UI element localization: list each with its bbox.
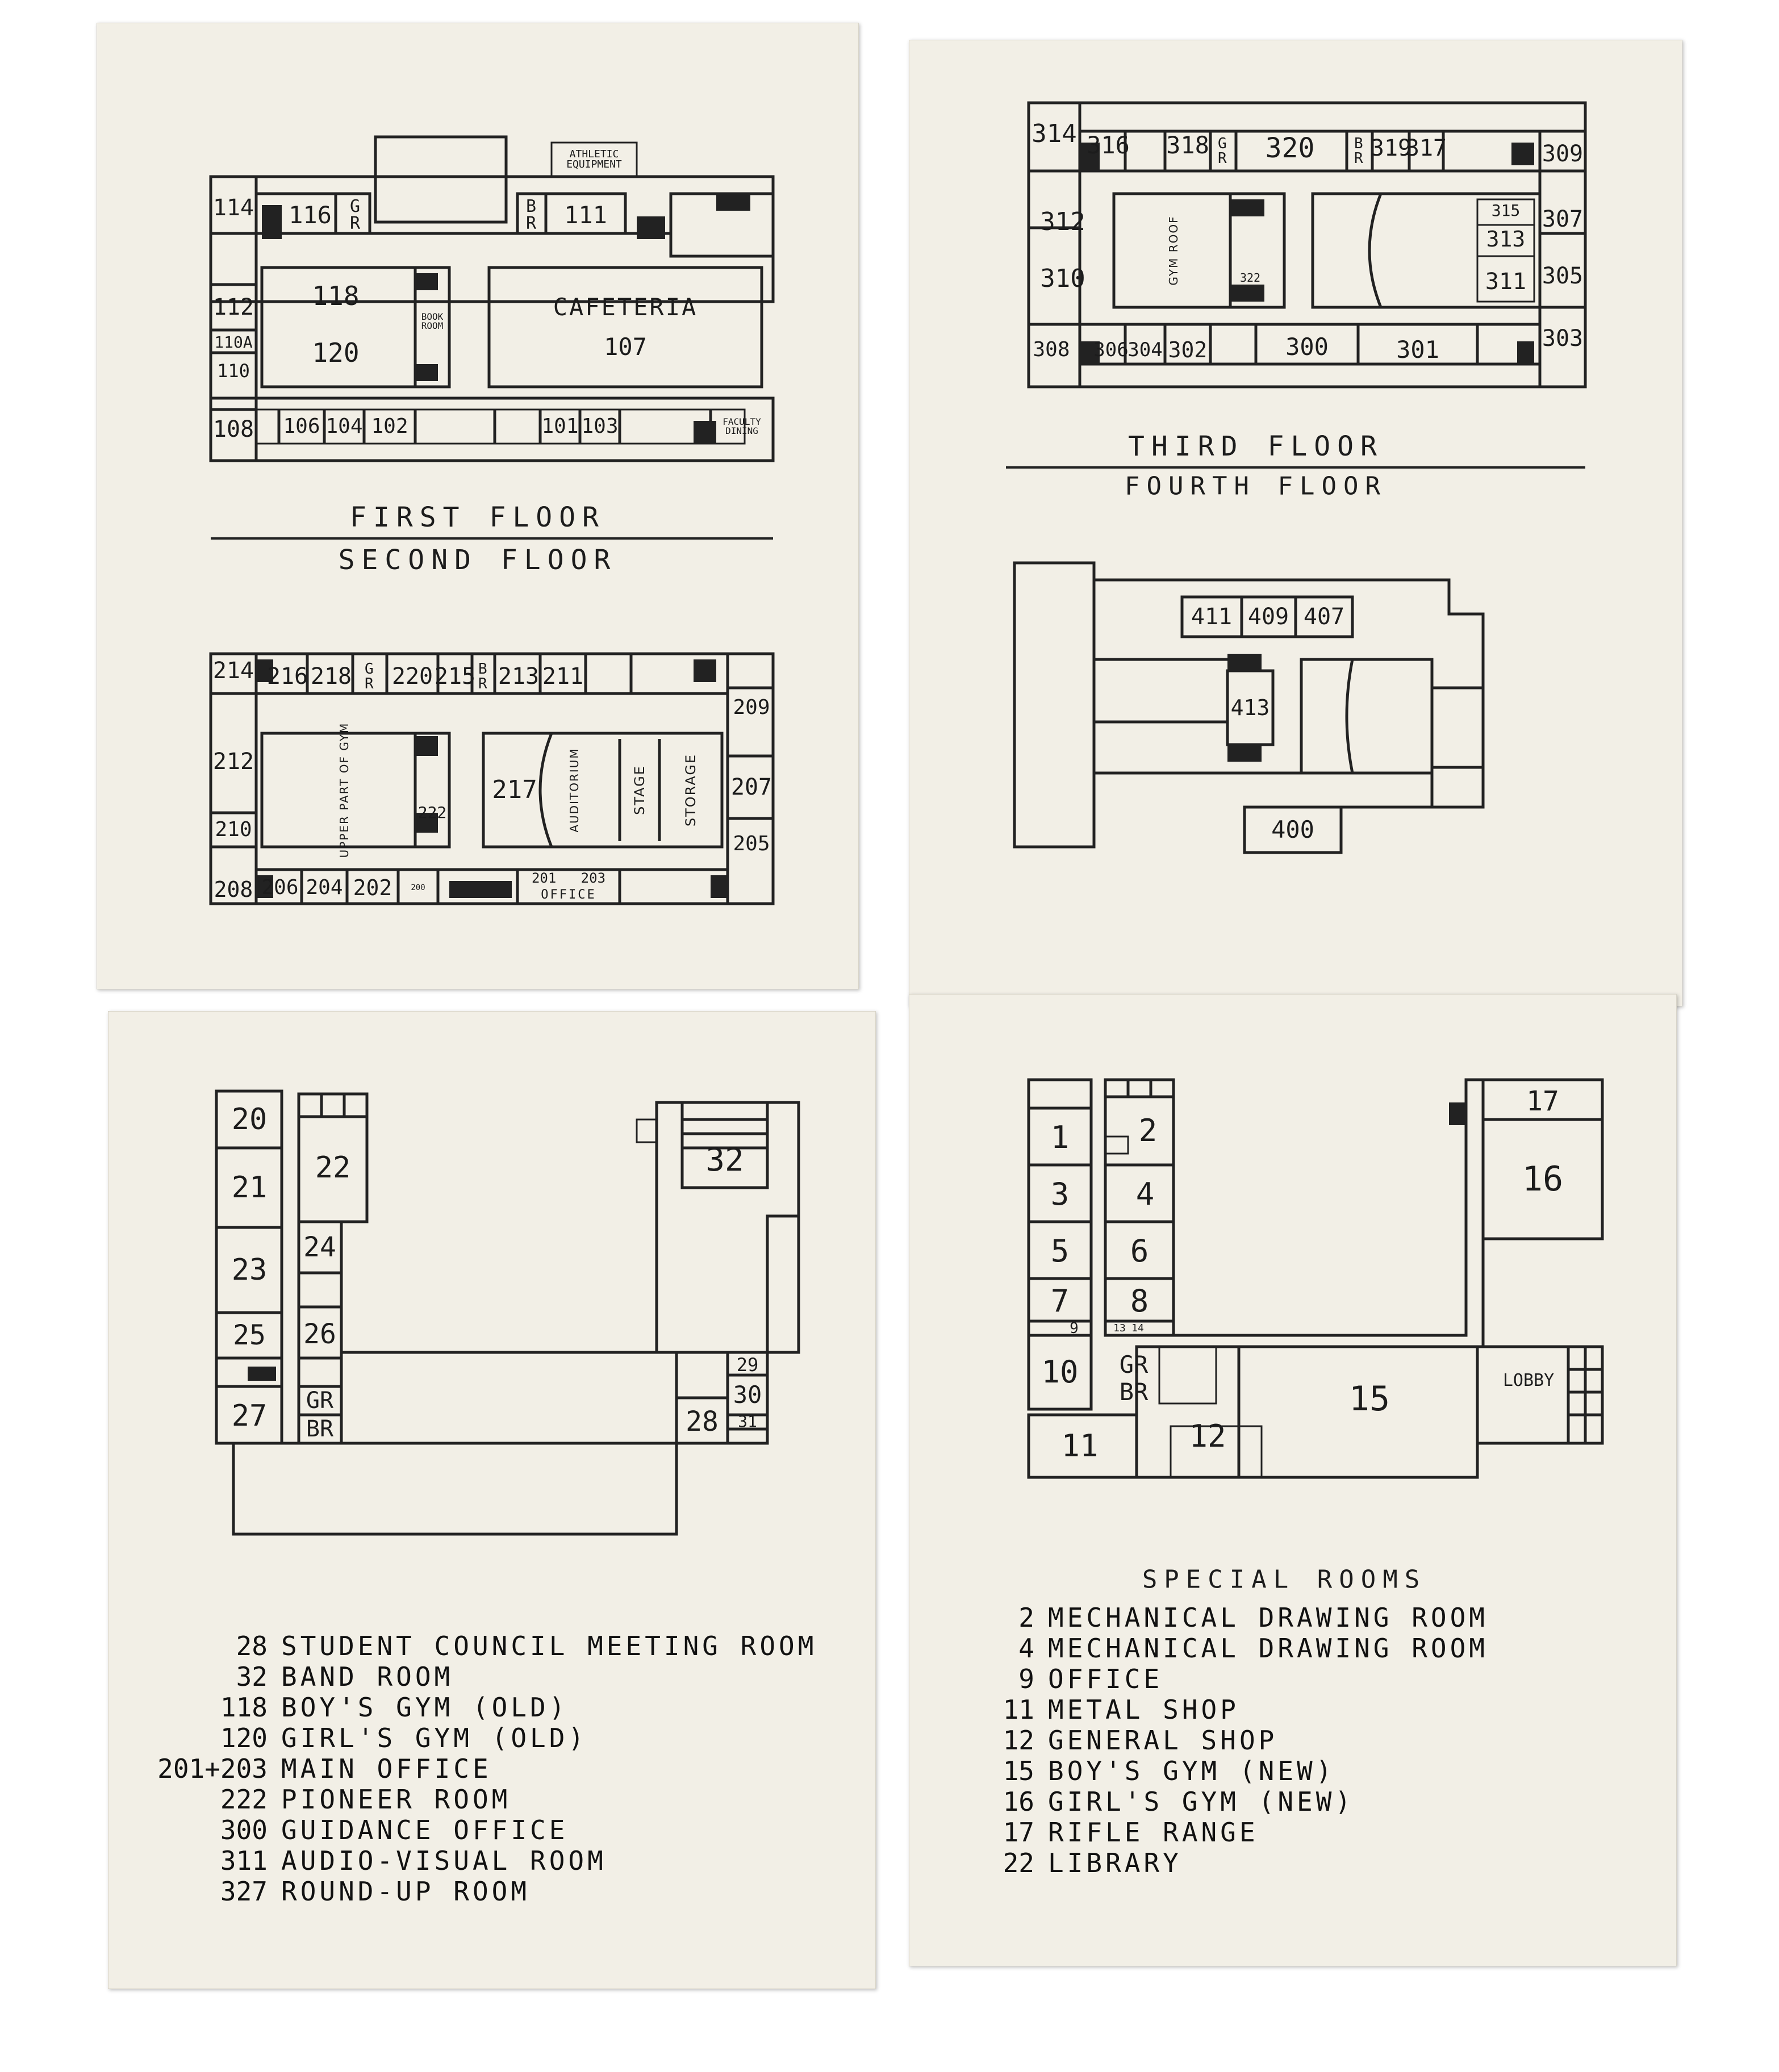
room-411-label: 411 <box>1191 604 1233 630</box>
room-307-label: 307 <box>1542 206 1584 232</box>
room-400-label: 400 <box>1271 816 1314 843</box>
book-room-label: BOOK ROOM <box>421 311 444 331</box>
room-112-label: 112 <box>212 294 254 320</box>
second-floor-title: SECOND FLOOR <box>338 544 617 576</box>
gr-label-4: GR <box>306 1388 334 1414</box>
room-218-label: 218 <box>310 663 352 690</box>
legend-row: 32 BAND ROOM <box>236 1661 454 1692</box>
gr-label-3: G R <box>1218 135 1227 167</box>
room-14-label: 14 <box>1131 1322 1144 1334</box>
legend-row: 15 BOY'S GYM (NEW) <box>1003 1756 1335 1786</box>
legend-row: 22 LIBRARY <box>1003 1848 1182 1878</box>
legend-row: 118 BOY'S GYM (OLD) <box>220 1692 569 1723</box>
room-316-label: 316 <box>1087 131 1130 159</box>
room-311-label: 311 <box>1485 269 1527 295</box>
room-6-label: 6 <box>1130 1233 1149 1269</box>
room-209-label: 209 <box>733 696 770 719</box>
room-32-label: 32 <box>705 1142 744 1179</box>
br-label: B R <box>526 197 537 233</box>
room-308-label: 308 <box>1033 338 1070 361</box>
cafeteria-label: CAFETERIA <box>553 293 698 321</box>
room-319-label: 319 <box>1370 135 1412 161</box>
room-210-label: 210 <box>215 818 252 841</box>
room-1-label: 1 <box>1050 1119 1070 1155</box>
room-20-label: 20 <box>231 1102 268 1137</box>
room-303-label: 303 <box>1542 325 1584 352</box>
room-300-label: 300 <box>1285 333 1329 361</box>
room-110-label: 110 <box>217 360 250 382</box>
room-17-label: 17 <box>1526 1085 1559 1117</box>
legend-row: 120 GIRL'S GYM (OLD) <box>220 1723 588 1753</box>
room-208-label: 208 <box>214 877 253 902</box>
room-16-label: 16 <box>1522 1159 1564 1199</box>
room-220-label: 220 <box>391 663 433 690</box>
page-special-rooms <box>909 994 1677 1966</box>
room-413-label: 413 <box>1230 695 1270 720</box>
room-214-label: 214 <box>212 658 254 684</box>
fourth-floor-plan <box>909 40 1682 1006</box>
room-26-label: 26 <box>303 1318 336 1350</box>
room-12-label: 12 <box>1189 1418 1226 1454</box>
room-23-label: 23 <box>231 1253 268 1287</box>
room-3-label: 3 <box>1050 1176 1070 1212</box>
room-106-label: 106 <box>283 415 320 438</box>
first-floor-title: FIRST FLOOR <box>350 502 605 533</box>
room-409-label: 409 <box>1247 604 1289 630</box>
legend-row: 327 ROUND-UP ROOM <box>220 1876 531 1907</box>
room-205-label: 205 <box>733 832 770 855</box>
room-407-label: 407 <box>1303 604 1345 630</box>
room-216-label: 216 <box>266 663 308 690</box>
room-313-label: 313 <box>1486 227 1526 252</box>
room-101-label: 101 <box>541 415 579 438</box>
special-rooms-legend <box>909 1602 1488 1878</box>
room-302-label: 302 <box>1168 337 1208 362</box>
br-label-4: BR <box>306 1416 334 1442</box>
third-floor-title: THIRD FLOOR <box>1128 431 1384 462</box>
legend-row: 4 MECHANICAL DRAWING ROOM <box>1018 1633 1488 1664</box>
gr-label-2: G R <box>365 661 374 692</box>
room-202-label: 202 <box>353 875 392 900</box>
gr-label-5: GR <box>1119 1351 1149 1378</box>
legend-row: 311 AUDIO-VISUAL ROOM <box>220 1845 607 1876</box>
lobby-label: LOBBY <box>1502 1371 1555 1390</box>
storage-label: STORAGE <box>683 753 699 827</box>
room-315-label: 315 <box>1491 201 1521 220</box>
room-7-label: 7 <box>1050 1283 1070 1319</box>
room-305-label: 305 <box>1542 263 1584 289</box>
room-200-label: 200 <box>411 883 425 892</box>
room-312-label: 312 <box>1040 207 1085 236</box>
legend-row: 2 MECHANICAL DRAWING ROOM <box>1018 1602 1488 1633</box>
room-25-label: 25 <box>233 1319 266 1351</box>
legend-row: 9 OFFICE <box>1018 1664 1163 1694</box>
room-310-label: 310 <box>1040 264 1085 293</box>
legend-row: 201+203 MAIN OFFICE <box>157 1753 492 1784</box>
legend-row: 12 GENERAL SHOP <box>1003 1725 1278 1756</box>
room-215-label: 215 <box>434 663 476 690</box>
auditorium-label: AUDITORIUM <box>567 747 581 833</box>
page-first-second-floor <box>97 23 859 989</box>
room-222-label: 222 <box>417 803 447 822</box>
room-207-label: 207 <box>730 774 772 800</box>
room-24-label: 24 <box>303 1231 336 1263</box>
room-31-label: 31 <box>738 1412 757 1431</box>
room-212-label: 212 <box>212 749 254 775</box>
room-320-label: 320 <box>1265 132 1315 164</box>
room-30-label: 30 <box>733 1381 762 1409</box>
office-label: OFFICE <box>541 888 596 902</box>
room-111-label: 111 <box>564 201 607 229</box>
room-107-label: 107 <box>604 333 647 361</box>
legend-row: 11 METAL SHOP <box>1003 1694 1239 1725</box>
faculty-dining-label: FACULTY DINING <box>723 416 761 436</box>
room-116-label: 116 <box>289 201 332 229</box>
page-lower-plan <box>108 1011 876 1989</box>
room-8-label: 8 <box>1130 1283 1149 1319</box>
legend-row: 300 GUIDANCE OFFICE <box>220 1815 569 1845</box>
legend-row: 16 GIRL'S GYM (NEW) <box>1003 1786 1355 1817</box>
room-22-label: 22 <box>315 1151 351 1185</box>
room-206-label: 206 <box>261 876 299 899</box>
room-104-label: 104 <box>325 415 363 438</box>
br-label-3: B R <box>1354 135 1363 167</box>
room-204-label: 204 <box>306 876 343 899</box>
athletic-equipment-label: ATHLETIC EQUIPMENT <box>566 148 622 170</box>
room-306-label: 306 <box>1093 339 1129 361</box>
room-legend <box>143 1631 817 1907</box>
room-4-label: 4 <box>1135 1176 1155 1212</box>
room-9-label: 9 <box>1070 1320 1079 1337</box>
br-label-2: B R <box>478 661 487 692</box>
room-110a-label: 110A <box>214 333 253 352</box>
stage-label: STAGE <box>632 765 648 815</box>
room-27-label: 27 <box>231 1399 268 1433</box>
br-label-5: BR <box>1119 1378 1149 1406</box>
room-118-label: 118 <box>312 281 360 311</box>
room-304-label: 304 <box>1127 339 1163 361</box>
room-314-label: 314 <box>1032 119 1077 148</box>
room-21-label: 21 <box>231 1171 268 1205</box>
office-numbers-label: 201 203 <box>531 870 606 886</box>
room-10-label: 10 <box>1041 1354 1079 1390</box>
room-103-label: 103 <box>581 415 619 438</box>
room-309-label: 309 <box>1542 141 1584 167</box>
gym-roof-label: GYM ROOF <box>1167 215 1180 286</box>
room-217-label: 217 <box>492 775 537 804</box>
room-28-label: 28 <box>686 1406 719 1438</box>
room-13-label: 13 <box>1113 1322 1126 1334</box>
room-317-label: 317 <box>1405 135 1447 161</box>
room-114-label: 114 <box>212 195 254 221</box>
room-211-label: 211 <box>542 663 584 690</box>
legend-row: 28 STUDENT COUNCIL MEETING ROOM <box>236 1631 817 1661</box>
room-15-label: 15 <box>1348 1379 1390 1419</box>
room-2-label: 2 <box>1138 1113 1158 1148</box>
room-120-label: 120 <box>312 337 360 368</box>
fourth-floor-title: FOURTH FLOOR <box>1125 471 1387 501</box>
upper-gym-label: UPPER PART OF GYM <box>337 722 351 858</box>
room-213-label: 213 <box>498 663 540 690</box>
room-318-label: 318 <box>1166 131 1209 159</box>
room-108-label: 108 <box>212 416 254 442</box>
room-29-label: 29 <box>736 1354 759 1376</box>
room-322-label: 322 <box>1239 271 1261 285</box>
room-5-label: 5 <box>1050 1233 1070 1269</box>
room-102-label: 102 <box>371 415 408 438</box>
room-11-label: 11 <box>1061 1428 1099 1464</box>
special-rooms-title: SPECIAL ROOMS <box>1142 1565 1427 1594</box>
room-301-label: 301 <box>1396 336 1439 364</box>
legend-row: 17 RIFLE RANGE <box>1003 1817 1259 1848</box>
gr-label: G R <box>350 197 361 233</box>
legend-row: 222 PIONEER ROOM <box>220 1784 511 1815</box>
page-third-fourth-floor <box>909 40 1682 1006</box>
